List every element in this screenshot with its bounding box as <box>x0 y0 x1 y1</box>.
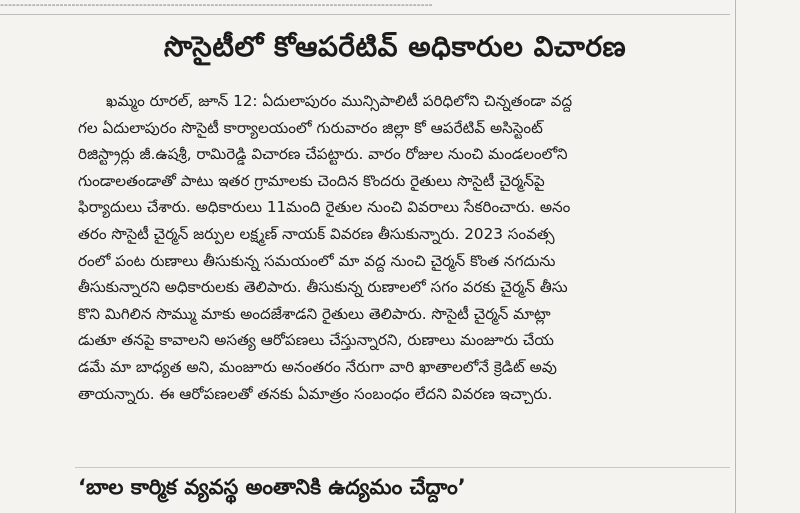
body-line: ఫిర్యాదులు చేశారు. అధికారులు 11మంది రైతుల నుంచి వివరాలు సేకరించారు. అనం <box>78 198 571 217</box>
top-cut-text: ------------------------------------------------------------------------------------------------------------- <box>0 0 730 15</box>
section-divider <box>75 467 730 468</box>
body-line: గుండాలతండాతో పాటు ఇతర గ్రామాలకు చెందిన కొందరు రైతులు సొసైటీ చైర్మన్‌పై <box>78 171 545 190</box>
column-divider <box>735 0 736 513</box>
body-line: తరం సొసైటీ చైర్మన్ జర్పుల లక్ష్మణ్ నాయక్ వివరణ తీసుకున్నారు. 2023 సంవత్స <box>78 224 555 243</box>
next-article-headline: ‘బాల కార్మిక వ్యవస్థ అంతానికి ఉద్యమం చేద్దాం’ <box>78 475 466 499</box>
article-headline: సొసైటీలో కోఆపరేటివ్ అధికారుల విచారణ <box>163 30 627 63</box>
body-line: తీసుకున్నారని అధికారులకు తెలిపారు. తీసుకున్న రుణాలలో సగం వరకు చైర్మన్ తీసు <box>78 278 568 297</box>
body-line: ఖమ్మం రూరల్, జూన్ 12: ఏదులాపురం మున్సిపాలిటీ పరిధిలోని చిన్నతండా వద్ద <box>106 92 573 110</box>
body-line: గల ఏదులాపురం సొసైటీ కార్యాలయంలో గురువారం జిల్లా కో ఆపరేటివ్ అసిస్టెంట్ <box>78 118 543 137</box>
body-line: డమే మా బాధ్యత అని, మంజూరు అనంతరం నేరుగా వారి ఖాతాలలోనే క్రెడిట్ అవు <box>78 357 557 376</box>
body-line: తాయన్నారు. ఈ ఆరోపణలతో తనకు ఏమాత్రం సంబంధం లేదని వివరణ ఇచ్చారు. <box>78 384 553 403</box>
article-body <box>78 88 728 407</box>
body-line: రిజిస్ట్రార్లు జీ.ఉషశ్రీ, రామిరెడ్డి విచారణ చేపట్టారు. వారం రోజుల నుంచి మండలంలోని <box>78 145 568 164</box>
body-line: డుతూ తనపై కావాలని అసత్య ఆరోపణలు చేస్తున్నారని, రుణాలు మంజూరు చేయ <box>78 331 554 350</box>
body-line: రంలో పంట రుణాలు తీసుకున్న సమయంలో మా వద్ద నుంచి చైర్మన్ కొంత నగదును <box>78 251 556 270</box>
body-line: కొని మిగిలిన సొమ్ము మాకు అందజేశాడని రైతులు తెలిపారు. సొసైటీ చైర్మన్ మాట్లా <box>78 304 551 323</box>
